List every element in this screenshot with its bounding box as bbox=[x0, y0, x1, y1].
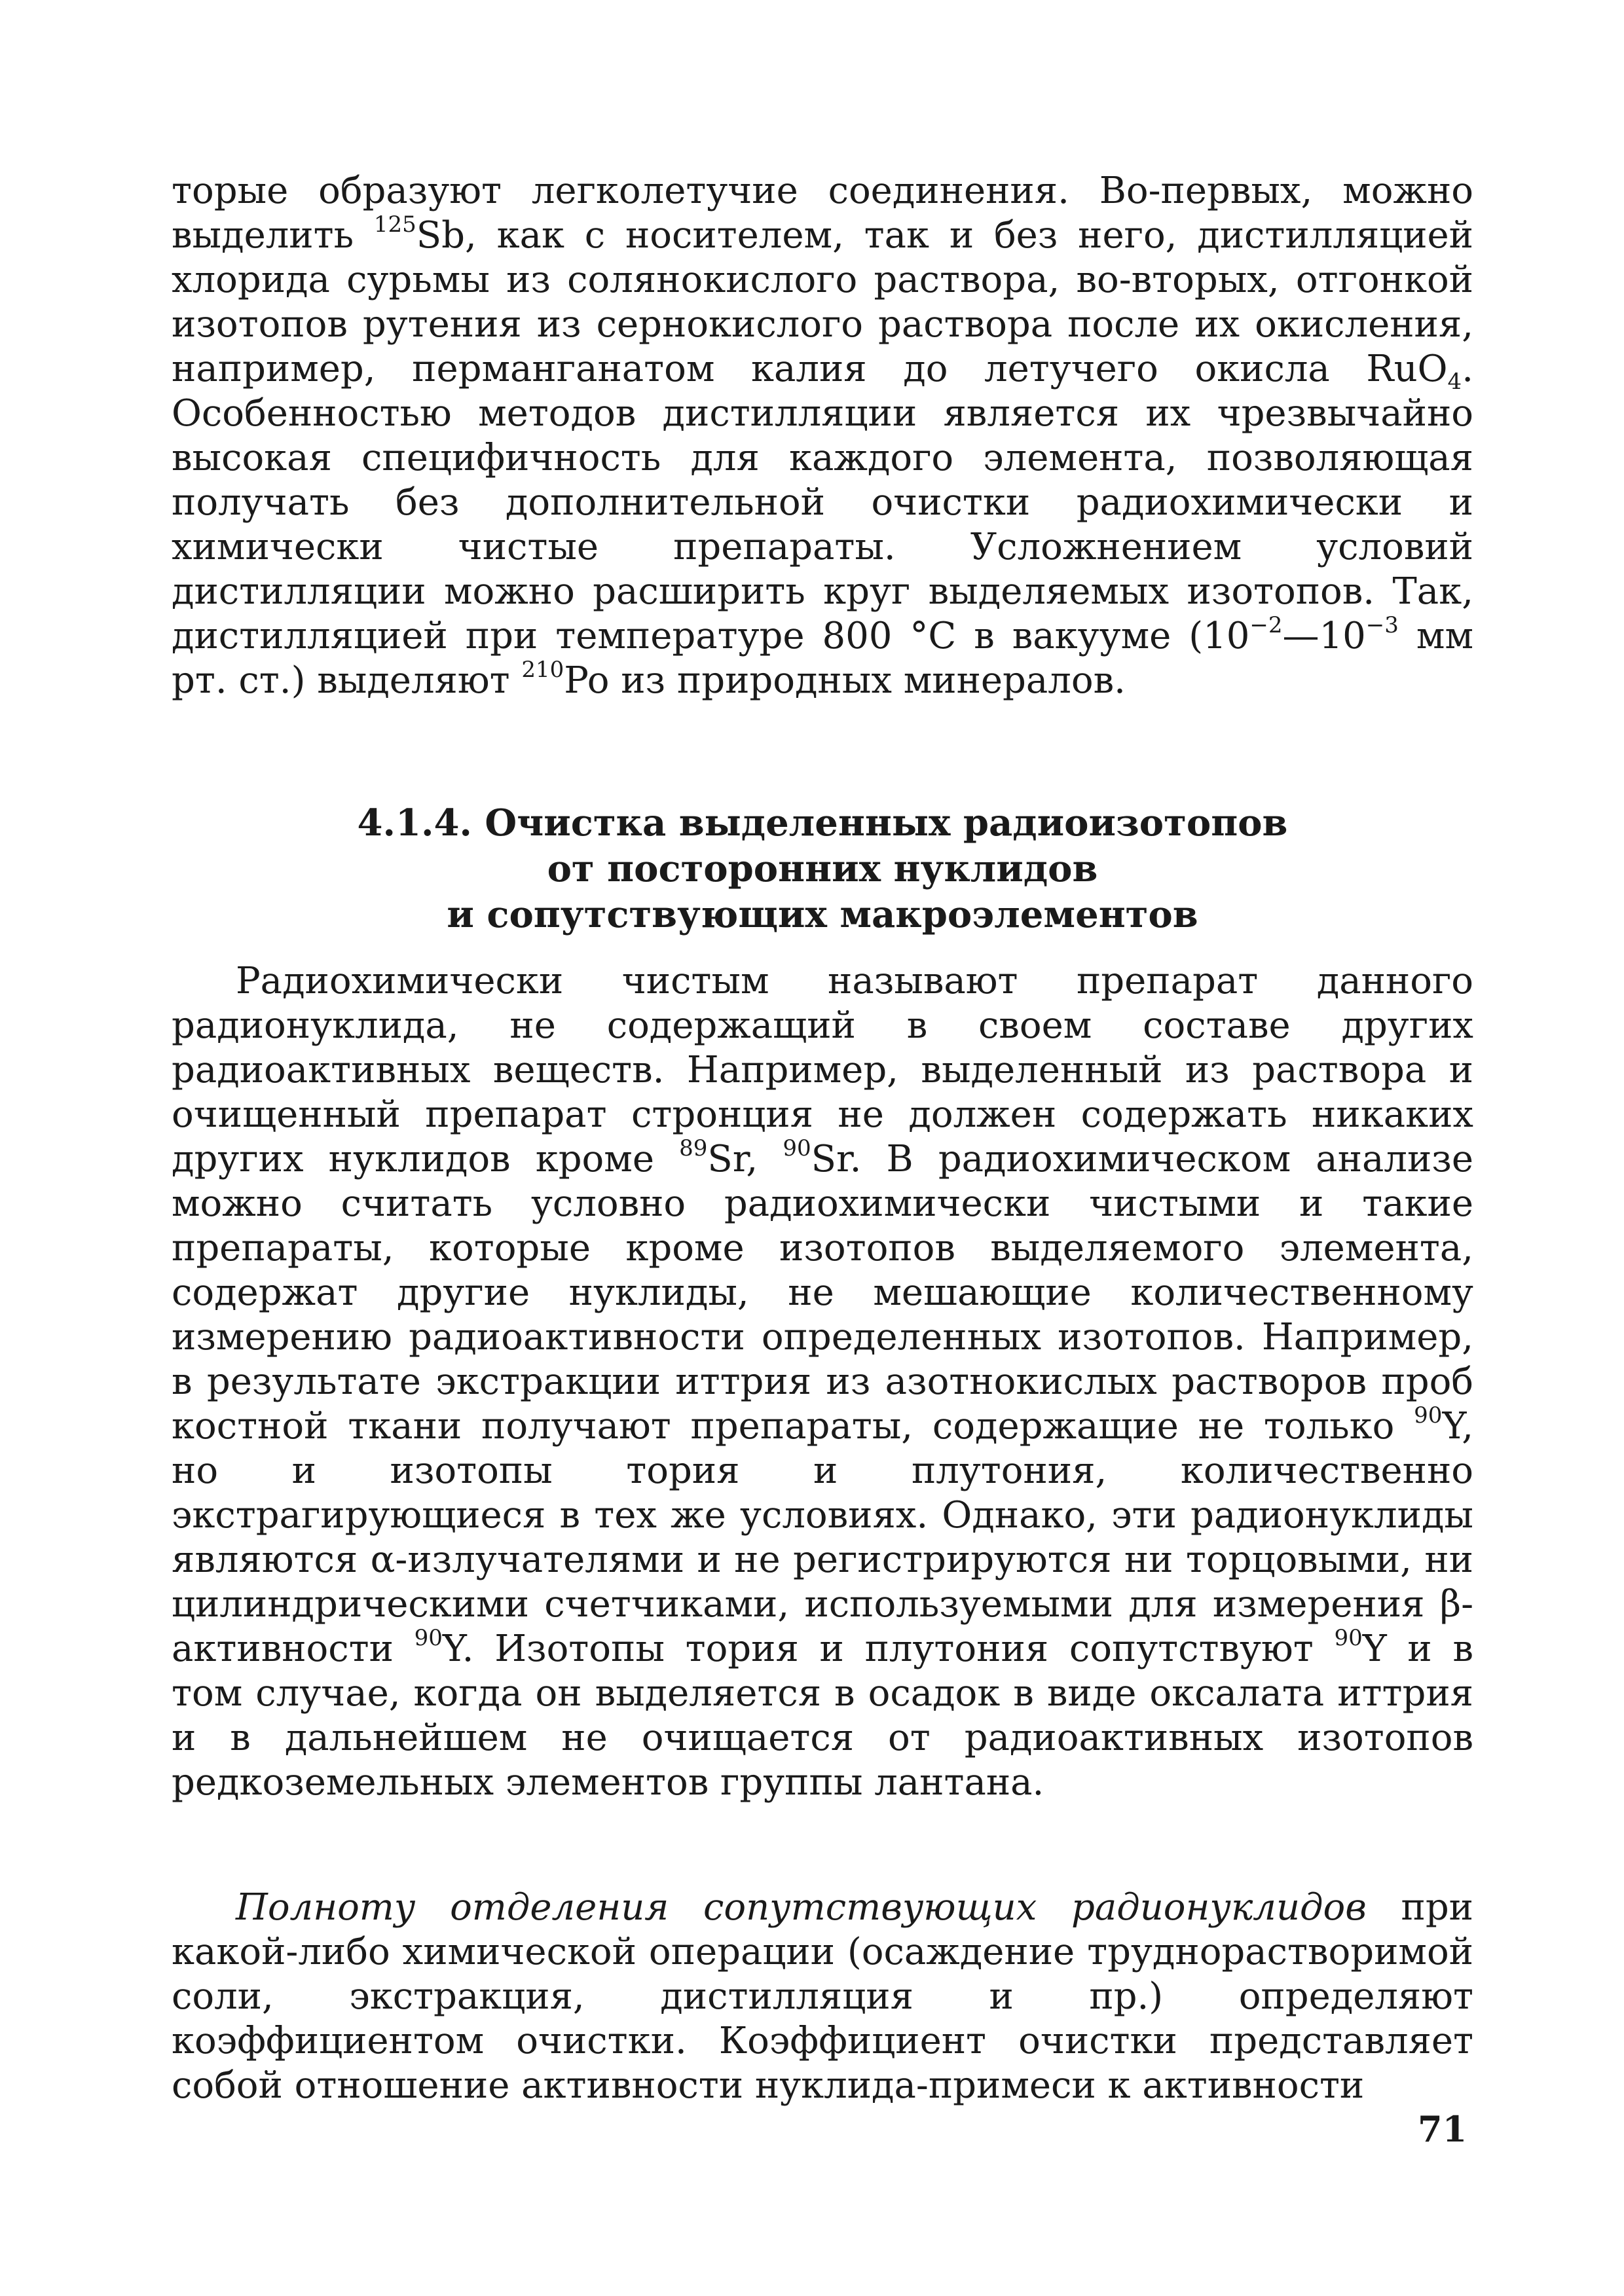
italic-term: Полноту отделения сопутствующих радионуклидов bbox=[236, 1886, 1367, 1929]
sr89-mass-number: 89 bbox=[679, 1135, 708, 1162]
sr90-mass-number: 90 bbox=[783, 1135, 811, 1162]
sb-mass-number: 125 bbox=[373, 211, 416, 238]
heading-line-3: и сопутствующих макроэлементов bbox=[447, 893, 1198, 936]
paragraph-distillation: торые образуют легколетучие соединения. Во-первых, можно выделить $^{125}$Sb, как с носителем, так и без него, дистилляцией хлорида сурьмы из солянокислого раствора, во-вторых, отгонкой изотопов рутения из сернокислого раствора после их окисления, например, перманганатом калия до летучего окисла RuO$_4$. Особенностью методов дистилляции является их чрезвычайно высокая специфичность для каждого элемента, позволяющая получать без дополнительной очистки радиохимически и химически чистые препараты. Усложнением условий дистилляции можно расширить круг выделяемых изотопов. Так, дистилляцией при температуре 800 °C в вакууме ($10^{-2}—10^{-3}$ мм рт. ст.) выделяют $^{210}$Po из природных минералов. bbox=[172, 170, 1473, 702]
pressure-exponent-2: −3 bbox=[1365, 612, 1399, 639]
paragraph-radiochemical-purity: Радиохимически чистым называют препарат данного радионуклида, не содержащий в своем составе других радиоактивных веществ. Например, выделенный из раствора и очищенный препарат стронция не должен содержать никаких других нуклидов кроме $^{89}$Sr, $^{90}$Sr. В радиохимическом анализе можно считать условно радиохимически чистыми и такие препараты, которые кроме изотопов выделяемого элемента, содержат другие нуклиды, не мешающие количественному измерению радиоактивности определенных изотопов. Например, в результате экстракции иттрия из азотнокислых растворов проб костной ткани получают препараты, содержащие не только $^{90}$Y, но и изотопы тория и плутония, количественно экстрагирующиеся в тех же условиях. Однако, эти радионуклиды являются α-излучателями и не регистрируются ни торцовыми, ни цилиндрическими счетчиками, используемыми для измерения β-активности $^{90}$Y. Изотопы тория и плутония сопутствуют $^{90}$Y и в том случае, когда он выделяется в осадок в виде оксалата иттрия и в дальнейшем не очищается от радиоактивных изотопов редкоземельных элементов группы лантана. bbox=[172, 960, 1473, 1804]
pressure-exponent-1: −2 bbox=[1249, 612, 1283, 639]
paragraph-purification-coefficient: Полноту отделения сопутствующих радионуклидов при какой-либо химической операции (осаждение труднорастворимой соли, экстракция, дистилляция и пр.) определяют коэффициентом очистки. Коэффициент очистки представляет собой отношение активности нуклида-примеси к активности bbox=[172, 1886, 1473, 2107]
po-mass-number: 210 bbox=[521, 657, 564, 683]
y90-mass-number: 90 bbox=[1414, 1402, 1443, 1429]
heading-line-1: 4.1.4. Очистка выделенных радиоизотопов bbox=[357, 801, 1288, 845]
y90-mass-number: 90 bbox=[414, 1625, 443, 1652]
y90-mass-number: 90 bbox=[1334, 1625, 1363, 1652]
section-heading bbox=[172, 800, 1473, 938]
heading-line-2: от посторонних нуклидов bbox=[547, 847, 1098, 890]
page-number: 71 bbox=[1418, 2108, 1467, 2150]
ru-subscript: 4 bbox=[1447, 369, 1462, 395]
